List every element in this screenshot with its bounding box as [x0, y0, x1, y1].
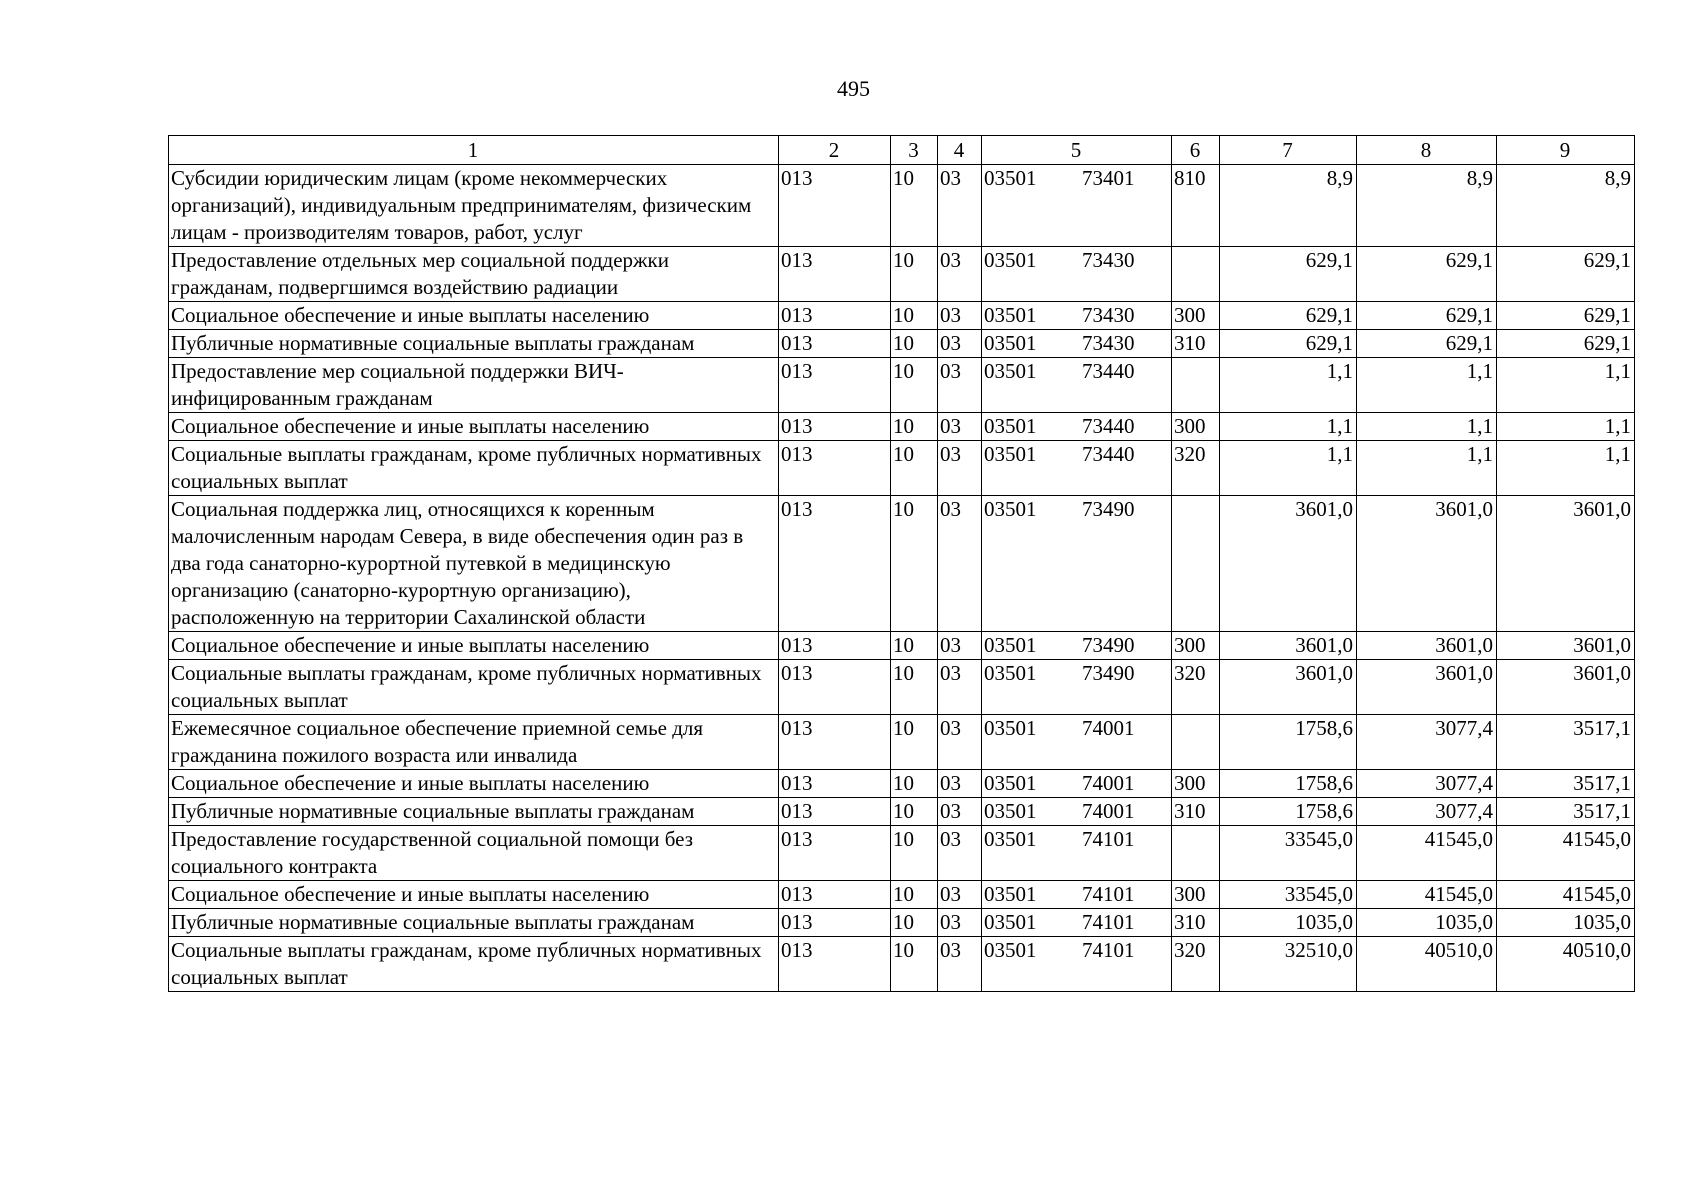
section-code: 10	[891, 798, 938, 826]
amount-col-9: 629,1	[1497, 330, 1635, 358]
target-direction-code: 73430	[1082, 303, 1135, 327]
row-name: Ежемесячное социальное обеспечение приемной семье для гражданина пожилого возраста или инвалида	[169, 715, 779, 770]
target-program-code: 03501	[984, 771, 1037, 795]
target-program-code: 03501	[984, 716, 1037, 740]
section-code: 10	[891, 660, 938, 715]
target-article-code	[982, 909, 1172, 937]
amount-col-9: 3601,0	[1497, 632, 1635, 660]
target-article-code	[982, 441, 1172, 496]
amount-col-7: 1,1	[1220, 441, 1357, 496]
target-article-code	[982, 826, 1172, 881]
subsection-code: 03	[938, 441, 982, 496]
admin-code: 013	[779, 881, 891, 909]
target-article-code	[982, 496, 1172, 632]
amount-col-9: 3601,0	[1497, 660, 1635, 715]
target-direction-code: 73490	[1082, 633, 1135, 657]
amount-col-7: 1758,6	[1220, 798, 1357, 826]
expense-type-code: 310	[1172, 909, 1220, 937]
row-name: Публичные нормативные социальные выплаты гражданам	[169, 330, 779, 358]
target-article-code	[982, 715, 1172, 770]
target-direction-code: 74101	[1082, 882, 1135, 906]
target-direction-code: 73490	[1082, 661, 1135, 685]
header-col-6: 6	[1172, 136, 1220, 165]
amount-col-9: 41545,0	[1497, 826, 1635, 881]
target-direction-code: 73440	[1082, 359, 1135, 383]
subsection-code: 03	[938, 798, 982, 826]
amount-col-9: 8,9	[1497, 165, 1635, 247]
amount-col-9: 1,1	[1497, 441, 1635, 496]
target-article-code	[982, 358, 1172, 413]
amount-col-7: 1758,6	[1220, 715, 1357, 770]
expense-type-code: 300	[1172, 632, 1220, 660]
subsection-code: 03	[938, 165, 982, 247]
row-name: Социальное обеспечение и иные выплаты населению	[169, 413, 779, 441]
row-name: Социальное обеспечение и иные выплаты населению	[169, 302, 779, 330]
table-row	[169, 247, 1635, 302]
target-article-code	[982, 330, 1172, 358]
target-program-code: 03501	[984, 442, 1037, 466]
target-article-code	[982, 937, 1172, 992]
table-row	[169, 660, 1635, 715]
target-direction-code: 73440	[1082, 414, 1135, 438]
section-code: 10	[891, 413, 938, 441]
admin-code: 013	[779, 798, 891, 826]
subsection-code: 03	[938, 496, 982, 632]
amount-col-7: 1035,0	[1220, 909, 1357, 937]
table-row	[169, 770, 1635, 798]
row-name: Социальные выплаты гражданам, кроме публичных нормативных социальных выплат	[169, 937, 779, 992]
amount-col-9: 629,1	[1497, 302, 1635, 330]
amount-col-8: 41545,0	[1357, 826, 1497, 881]
amount-col-9: 3517,1	[1497, 770, 1635, 798]
section-code: 10	[891, 302, 938, 330]
amount-col-7: 1,1	[1220, 413, 1357, 441]
expense-type-code: 300	[1172, 302, 1220, 330]
expense-type-code: 310	[1172, 798, 1220, 826]
amount-col-7: 3601,0	[1220, 632, 1357, 660]
target-direction-code: 74001	[1082, 771, 1135, 795]
amount-col-8: 3077,4	[1357, 798, 1497, 826]
target-article-code	[982, 247, 1172, 302]
table-row	[169, 413, 1635, 441]
budget-table	[168, 135, 1635, 992]
admin-code: 013	[779, 247, 891, 302]
target-article-code	[982, 165, 1172, 247]
row-name: Предоставление государственной социальной помощи без социального контракта	[169, 826, 779, 881]
expense-type-code	[1172, 247, 1220, 302]
target-article-code	[982, 632, 1172, 660]
expense-type-code	[1172, 358, 1220, 413]
row-name: Социальное обеспечение и иные выплаты населению	[169, 881, 779, 909]
table-row	[169, 632, 1635, 660]
admin-code: 013	[779, 441, 891, 496]
target-program-code: 03501	[984, 414, 1037, 438]
expense-type-code: 300	[1172, 881, 1220, 909]
target-article-code	[982, 413, 1172, 441]
target-direction-code: 74001	[1082, 716, 1135, 740]
admin-code: 013	[779, 632, 891, 660]
amount-col-9: 1,1	[1497, 413, 1635, 441]
table-row	[169, 302, 1635, 330]
expense-type-code: 300	[1172, 770, 1220, 798]
target-program-code: 03501	[984, 303, 1037, 327]
subsection-code: 03	[938, 302, 982, 330]
amount-col-8: 629,1	[1357, 247, 1497, 302]
admin-code: 013	[779, 330, 891, 358]
target-direction-code: 73490	[1082, 497, 1135, 521]
table-row	[169, 826, 1635, 881]
amount-col-9: 3601,0	[1497, 496, 1635, 632]
subsection-code: 03	[938, 770, 982, 798]
admin-code: 013	[779, 909, 891, 937]
row-name: Публичные нормативные социальные выплаты гражданам	[169, 798, 779, 826]
subsection-code: 03	[938, 358, 982, 413]
amount-col-7: 629,1	[1220, 302, 1357, 330]
section-code: 10	[891, 715, 938, 770]
amount-col-7: 3601,0	[1220, 660, 1357, 715]
page-number: 495	[837, 76, 870, 101]
expense-type-code: 320	[1172, 937, 1220, 992]
table-row	[169, 330, 1635, 358]
amount-col-8: 3077,4	[1357, 770, 1497, 798]
amount-col-7: 629,1	[1220, 247, 1357, 302]
amount-col-8: 1,1	[1357, 441, 1497, 496]
amount-col-7: 33545,0	[1220, 881, 1357, 909]
target-article-code	[982, 798, 1172, 826]
table-row	[169, 798, 1635, 826]
subsection-code: 03	[938, 909, 982, 937]
target-program-code: 03501	[984, 331, 1037, 355]
target-program-code: 03501	[984, 497, 1037, 521]
section-code: 10	[891, 770, 938, 798]
section-code: 10	[891, 247, 938, 302]
table-row	[169, 441, 1635, 496]
section-code: 10	[891, 937, 938, 992]
amount-col-8: 1,1	[1357, 358, 1497, 413]
admin-code: 013	[779, 358, 891, 413]
admin-code: 013	[779, 413, 891, 441]
amount-col-8: 1,1	[1357, 413, 1497, 441]
section-code: 10	[891, 909, 938, 937]
section-code: 10	[891, 632, 938, 660]
amount-col-9: 3517,1	[1497, 715, 1635, 770]
expense-type-code: 310	[1172, 330, 1220, 358]
section-code: 10	[891, 441, 938, 496]
expense-type-code: 300	[1172, 413, 1220, 441]
header-col-7: 7	[1220, 136, 1357, 165]
subsection-code: 03	[938, 413, 982, 441]
subsection-code: 03	[938, 715, 982, 770]
amount-col-8: 3601,0	[1357, 632, 1497, 660]
amount-col-7: 629,1	[1220, 330, 1357, 358]
target-direction-code: 73440	[1082, 442, 1135, 466]
target-article-code	[982, 881, 1172, 909]
expense-type-code	[1172, 826, 1220, 881]
row-name: Социальная поддержка лиц, относящихся к коренным малочисленным народам Севера, в виде обеспечения один раз в два года санаторно-курортной путевкой в медицинскую организацию (санаторно-курортную организацию), расположенную на территории Сахалинской области	[169, 496, 779, 632]
row-name: Публичные нормативные социальные выплаты гражданам	[169, 909, 779, 937]
target-program-code: 03501	[984, 248, 1037, 272]
target-article-code	[982, 660, 1172, 715]
amount-col-9: 1,1	[1497, 358, 1635, 413]
header-col-1: 1	[169, 136, 779, 165]
row-name: Социальные выплаты гражданам, кроме публичных нормативных социальных выплат	[169, 441, 779, 496]
header-row	[169, 136, 1635, 165]
table-row	[169, 909, 1635, 937]
amount-col-8: 8,9	[1357, 165, 1497, 247]
amount-col-8: 40510,0	[1357, 937, 1497, 992]
subsection-code: 03	[938, 881, 982, 909]
target-direction-code: 74101	[1082, 827, 1135, 851]
expense-type-code: 320	[1172, 660, 1220, 715]
table-row	[169, 165, 1635, 247]
target-program-code: 03501	[984, 166, 1037, 190]
amount-col-8: 3601,0	[1357, 496, 1497, 632]
target-program-code: 03501	[984, 910, 1037, 934]
subsection-code: 03	[938, 330, 982, 358]
admin-code: 013	[779, 496, 891, 632]
admin-code: 013	[779, 715, 891, 770]
header-col-9: 9	[1497, 136, 1635, 165]
expense-type-code	[1172, 715, 1220, 770]
target-program-code: 03501	[984, 827, 1037, 851]
expense-type-code: 810	[1172, 165, 1220, 247]
target-program-code: 03501	[984, 633, 1037, 657]
target-program-code: 03501	[984, 799, 1037, 823]
admin-code: 013	[779, 302, 891, 330]
amount-col-8: 629,1	[1357, 330, 1497, 358]
header-col-2: 2	[779, 136, 891, 165]
amount-col-7: 1758,6	[1220, 770, 1357, 798]
amount-col-9: 40510,0	[1497, 937, 1635, 992]
subsection-code: 03	[938, 247, 982, 302]
amount-col-8: 629,1	[1357, 302, 1497, 330]
expense-type-code: 320	[1172, 441, 1220, 496]
amount-col-9: 41545,0	[1497, 881, 1635, 909]
amount-col-7: 32510,0	[1220, 937, 1357, 992]
section-code: 10	[891, 358, 938, 413]
expense-type-code	[1172, 496, 1220, 632]
amount-col-8: 1035,0	[1357, 909, 1497, 937]
amount-col-8: 3601,0	[1357, 660, 1497, 715]
target-program-code: 03501	[984, 938, 1037, 962]
target-article-code	[982, 302, 1172, 330]
section-code: 10	[891, 496, 938, 632]
header-col-8: 8	[1357, 136, 1497, 165]
target-direction-code: 74001	[1082, 799, 1135, 823]
header-col-4: 4	[938, 136, 982, 165]
target-direction-code: 73430	[1082, 248, 1135, 272]
target-article-code	[982, 770, 1172, 798]
table-row	[169, 937, 1635, 992]
header-col-5: 5	[982, 136, 1172, 165]
subsection-code: 03	[938, 826, 982, 881]
section-code: 10	[891, 826, 938, 881]
target-program-code: 03501	[984, 882, 1037, 906]
admin-code: 013	[779, 660, 891, 715]
row-name: Предоставление отдельных мер социальной поддержки гражданам, подвергшимся воздействию радиации	[169, 247, 779, 302]
admin-code: 013	[779, 165, 891, 247]
target-program-code: 03501	[984, 359, 1037, 383]
row-name: Субсидии юридическим лицам (кроме некоммерческих организаций), индивидуальным предпринимателям, физическим лицам - производителям товаров, работ, услуг	[169, 165, 779, 247]
admin-code: 013	[779, 826, 891, 881]
amount-col-9: 1035,0	[1497, 909, 1635, 937]
amount-col-8: 3077,4	[1357, 715, 1497, 770]
amount-col-8: 41545,0	[1357, 881, 1497, 909]
target-direction-code: 74101	[1082, 938, 1135, 962]
target-direction-code: 73430	[1082, 331, 1135, 355]
row-name: Социальные выплаты гражданам, кроме публичных нормативных социальных выплат	[169, 660, 779, 715]
header-col-3: 3	[891, 136, 938, 165]
section-code: 10	[891, 330, 938, 358]
section-code: 10	[891, 881, 938, 909]
amount-col-7: 33545,0	[1220, 826, 1357, 881]
subsection-code: 03	[938, 660, 982, 715]
row-name: Социальное обеспечение и иные выплаты населению	[169, 770, 779, 798]
target-direction-code: 73401	[1082, 166, 1135, 190]
table-row	[169, 358, 1635, 413]
row-name: Предоставление мер социальной поддержки ВИЧ-инфицированным гражданам	[169, 358, 779, 413]
admin-code: 013	[779, 770, 891, 798]
amount-col-9: 629,1	[1497, 247, 1635, 302]
amount-col-7: 1,1	[1220, 358, 1357, 413]
row-name: Социальное обеспечение и иные выплаты населению	[169, 632, 779, 660]
target-program-code: 03501	[984, 661, 1037, 685]
subsection-code: 03	[938, 937, 982, 992]
target-direction-code: 74101	[1082, 910, 1135, 934]
amount-col-7: 8,9	[1220, 165, 1357, 247]
amount-col-9: 3517,1	[1497, 798, 1635, 826]
table-row	[169, 881, 1635, 909]
admin-code: 013	[779, 937, 891, 992]
amount-col-7: 3601,0	[1220, 496, 1357, 632]
section-code: 10	[891, 165, 938, 247]
table-row	[169, 715, 1635, 770]
table-row	[169, 496, 1635, 632]
subsection-code: 03	[938, 632, 982, 660]
